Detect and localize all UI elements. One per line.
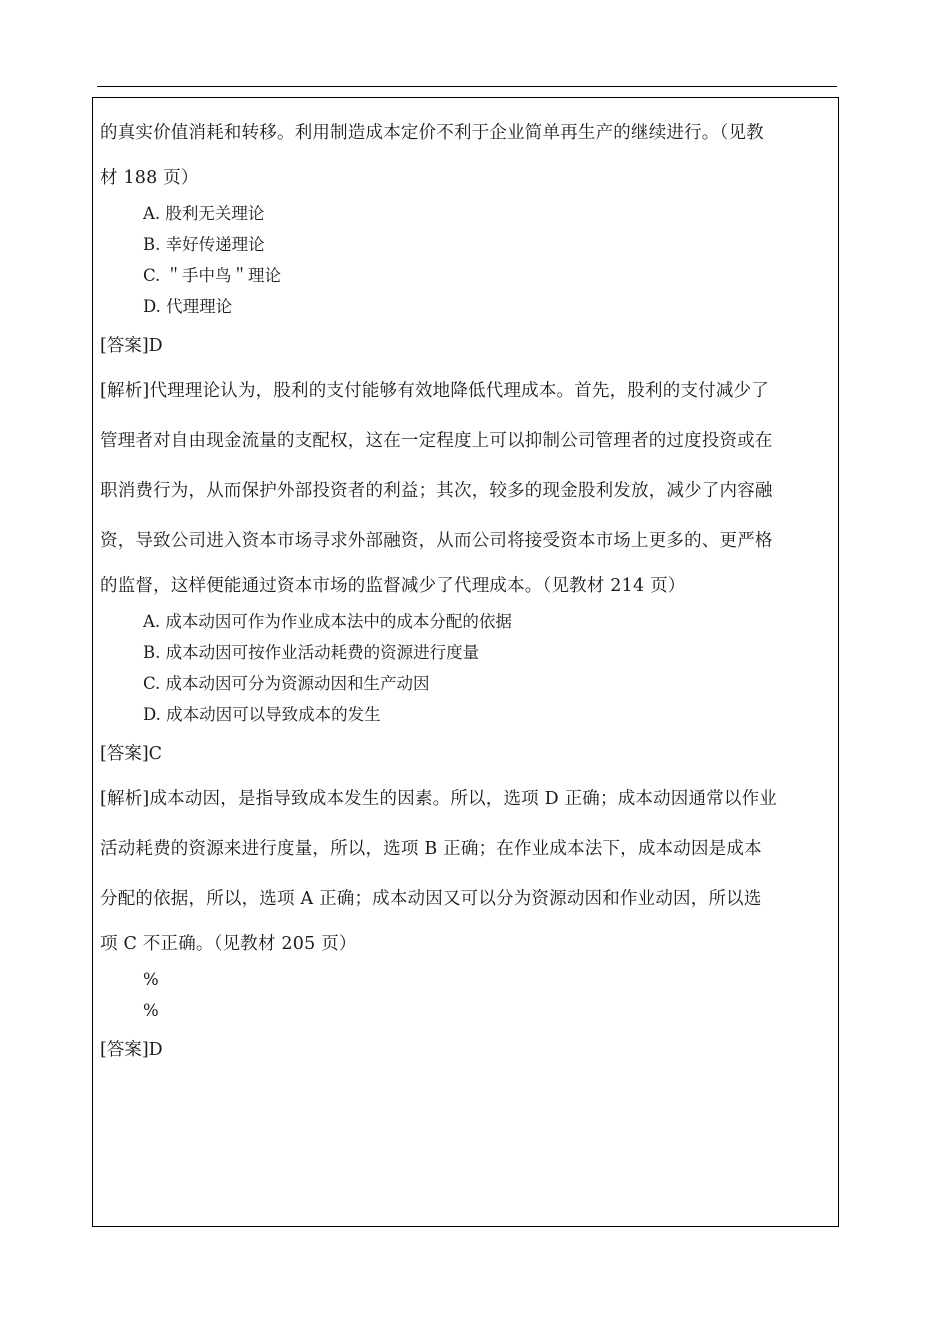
explanation-line: [解析]成本动因，是指导致成本发生的因素。所以，选项 D 正确；成本动因通常以作业 <box>100 789 778 809</box>
explanation-line: 项 C 不正确。（见教材 205 页） <box>100 934 357 954</box>
answer-label: [答案]D <box>100 1040 163 1060</box>
explanation-line: 管理者对自由现金流量的支配权，这在一定程度上可以抑制公司管理者的过度投资或在 <box>100 431 773 451</box>
option-c: C. ＂手中鸟＂理论 <box>143 266 282 285</box>
option-d: D. 成本动因可以导致成本的发生 <box>143 705 381 724</box>
option-line: % <box>143 970 159 989</box>
explanation-line: 活动耗费的资源来进行度量，所以，选项 B 正确；在作业成本法下，成本动因是成本 <box>100 839 762 859</box>
explanation-block-1 <box>100 108 830 198</box>
explanation-line: 材 188 页） <box>100 168 199 188</box>
option-b: B. 成本动因可按作业活动耗费的资源进行度量 <box>143 643 480 662</box>
question-3-options <box>100 606 830 730</box>
question-4-options <box>100 964 830 1026</box>
explanation-block-2 <box>100 366 830 606</box>
option-line: % <box>143 1001 159 1020</box>
explanation-block-3 <box>100 774 830 964</box>
option-b: B. 幸好传递理论 <box>143 235 265 254</box>
answer-label: [答案]C <box>100 744 163 764</box>
document-body <box>100 108 830 1070</box>
explanation-line: 的真实价值消耗和转移。利用制造成本定价不利于企业简单再生产的继续进行。（见教 <box>100 123 764 143</box>
explanation-line: 的监督，这样便能通过资本市场的监督减少了代理成本。（见教材 214 页） <box>100 576 686 596</box>
option-a: A. 成本动因可作为作业成本法中的成本分配的依据 <box>143 612 512 631</box>
question-2-options <box>100 198 830 322</box>
explanation-line: 资，导致公司进入资本市场寻求外部融资，从而公司将接受资本市场上更多的、更严格 <box>100 531 773 551</box>
option-d: D. 代理理论 <box>143 297 233 316</box>
option-c: C. 成本动因可分为资源动因和生产动因 <box>143 674 430 693</box>
explanation-line: [解析]代理理论认为，股利的支付能够有效地降低代理成本。首先，股利的支付减少了 <box>100 381 769 401</box>
option-a: A. 股利无关理论 <box>143 204 265 223</box>
explanation-line: 职消费行为，从而保护外部投资者的利益；其次，较多的现金股利发放，减少了内容融 <box>100 481 773 501</box>
answer-label: [答案]D <box>100 336 163 356</box>
explanation-line: 分配的依据，所以，选项 A 正确；成本动因又可以分为资源动因和作业动因，所以选 <box>100 889 762 909</box>
header-rule <box>97 86 837 87</box>
